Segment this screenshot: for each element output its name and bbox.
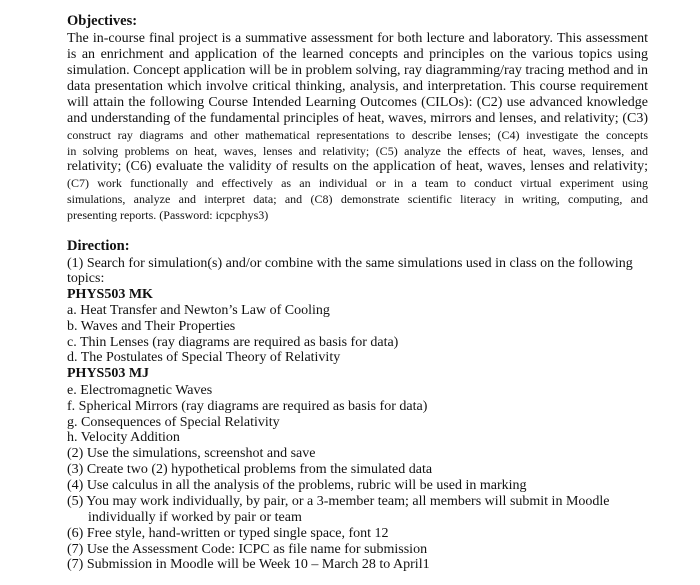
direction-step-2: (2) Use the simulations, screenshot and save [67, 446, 316, 461]
objectives-line-6: and understanding of the fundamental principles of heat, waves, mirrors and lenses, and relativity; (C3) [67, 111, 648, 126]
objectives-line-8: in solving problems on heat, waves, lenses and relativity; (C5) analyze the effects of heat, waves, lenses, and [67, 144, 648, 158]
objectives-line-2: is an enrichment and application of the learned concepts and principles on the various topics using [67, 47, 648, 62]
group-mj-title: PHYS503 MJ [67, 366, 150, 381]
objectives-line-12: presenting reports. (Password: icpcphys3) [67, 208, 269, 222]
direction-step-7-code: (7) Use the Assessment Code: ICPC as file name for submission [67, 542, 428, 557]
objectives-line-10: (C7) work functionally and effectively as an individual or in a team to conduct virtual experiment using [67, 176, 648, 190]
topic-item-e: e. Electromagnetic Waves [67, 383, 213, 398]
topic-item-f: f. Spherical Mirrors (ray diagrams are required as basis for data) [67, 399, 428, 414]
objectives-heading: Objectives: [67, 13, 138, 29]
topic-item-a: a. Heat Transfer and Newton’s Law of Cooling [67, 303, 330, 318]
objectives-line-3: simulation. Concept application will be in problem solving, ray diagramming/ray tracing method and in [67, 63, 648, 78]
group-mk-title: PHYS503 MK [67, 287, 153, 302]
direction-step-4: (4) Use calculus in all the analysis of the problems, rubric will be used in marking [67, 478, 527, 493]
objectives-line-1: The in-course final project is a summative assessment for both lecture and laboratory. This assessment [67, 31, 648, 46]
direction-item-1-line-2: topics: [67, 271, 105, 286]
objectives-line-5: will attain the following Course Intended Learning Outcomes (CILOs): (C2) use advanced knowledge [67, 95, 648, 110]
topic-item-h: h. Velocity Addition [67, 430, 180, 445]
objectives-line-9: relativity; (C6) evaluate the validity of results on the application of heat, waves, lenses and relativity; [67, 159, 648, 174]
direction-step-6: (6) Free style, hand-written or typed single space, font 12 [67, 526, 389, 541]
direction-step-5-continued: individually if worked by pair or team [88, 510, 302, 525]
direction-item-1-line-1: (1) Search for simulation(s) and/or combine with the same simulations used in class on the following [67, 256, 633, 271]
topic-item-g: g. Consequences of Special Relativity [67, 415, 280, 430]
direction-step-5: (5) You may work individually, by pair, or a 3-member team; all members will submit in Moodle [67, 494, 610, 509]
objectives-line-4: data presentation which involve critical thinking, analysis, and interpretation. This course requirement [67, 79, 648, 94]
direction-step-3: (3) Create two (2) hypothetical problems from the simulated data [67, 462, 433, 477]
objectives-line-7: construct ray diagrams and other mathematical representations to describe lenses; (C4) investigate the concepts [67, 128, 648, 142]
topic-item-c: c. Thin Lenses (ray diagrams are required as basis for data) [67, 335, 399, 350]
direction-step-7-submission: (7) Submission in Moodle will be Week 10 – March 28 to April1 [67, 557, 430, 572]
objectives-line-11: simulations, analyze and interpret data; and (C8) demonstrate scientific literacy in writing, computing, and [67, 192, 648, 206]
direction-heading: Direction: [67, 238, 130, 254]
topic-item-b: b. Waves and Their Properties [67, 319, 236, 334]
topic-item-d: d. The Postulates of Special Theory of Relativity [67, 350, 341, 365]
